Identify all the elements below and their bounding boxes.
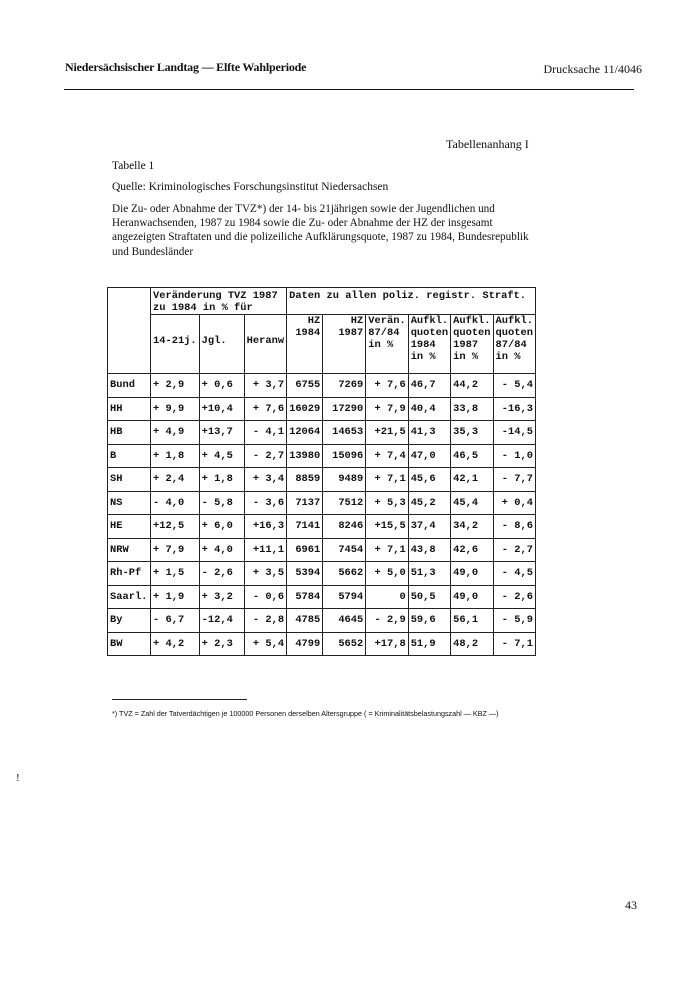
value-cell: + 1,8 bbox=[199, 468, 244, 492]
value-cell: 0 bbox=[366, 585, 408, 609]
value-cell: + 0,6 bbox=[199, 374, 244, 398]
value-cell: 15096 bbox=[323, 444, 366, 468]
value-cell: 7141 bbox=[287, 515, 323, 539]
value-cell: 7454 bbox=[323, 538, 366, 562]
header-right: Drucksache 11/4046 bbox=[543, 62, 642, 76]
value-cell: 34,2 bbox=[451, 515, 493, 539]
value-cell: + 5,4 bbox=[244, 632, 286, 656]
value-cell: +11,1 bbox=[244, 538, 286, 562]
value-cell: 4645 bbox=[323, 609, 366, 633]
value-cell: - 5,9 bbox=[493, 609, 535, 633]
value-cell: + 9,9 bbox=[151, 397, 200, 421]
margin-mark: ! bbox=[16, 772, 20, 784]
row-label-cell: BW bbox=[108, 632, 151, 656]
value-cell: - 8,6 bbox=[493, 515, 535, 539]
value-cell: 5794 bbox=[323, 585, 366, 609]
col-header: HZ 1987 bbox=[323, 315, 366, 374]
row-label-cell: HB bbox=[108, 421, 151, 445]
value-cell: 45,6 bbox=[408, 468, 450, 492]
value-cell: + 6,0 bbox=[199, 515, 244, 539]
value-cell: - 7,1 bbox=[493, 632, 535, 656]
value-cell: +17,8 bbox=[366, 632, 408, 656]
value-cell: - 2,6 bbox=[199, 562, 244, 586]
value-cell: 16029 bbox=[287, 397, 323, 421]
value-cell: - 2,9 bbox=[366, 609, 408, 633]
value-cell: 42,6 bbox=[451, 538, 493, 562]
table-description: Die Zu- oder Abnahme der TVZ*) der 14- bis 21jährigen sowie der Jugendlichen und Heranwachsenden, 1987 zu 1984 sowie die Zu- oder Abnahme der HZ der insgesamt angezeigten Straftaten und die polizeiliche Aufklärungsquote, 1987 zu 1984, Bundesrepublik und Bundesländer bbox=[112, 203, 529, 258]
value-cell: + 7,4 bbox=[366, 444, 408, 468]
value-cell: 14653 bbox=[323, 421, 366, 445]
value-cell: - 5,4 bbox=[493, 374, 535, 398]
value-cell: 7137 bbox=[287, 491, 323, 515]
value-cell: + 7,1 bbox=[366, 468, 408, 492]
row-label-cell: Bund bbox=[108, 374, 151, 398]
page-number: 43 bbox=[625, 898, 637, 912]
value-cell: 8246 bbox=[323, 515, 366, 539]
value-cell: + 2,9 bbox=[151, 374, 200, 398]
value-cell: + 3,7 bbox=[244, 374, 286, 398]
value-cell: 56,1 bbox=[451, 609, 493, 633]
value-cell: 6961 bbox=[287, 538, 323, 562]
row-label-cell: B bbox=[108, 444, 151, 468]
value-cell: +10,4 bbox=[199, 397, 244, 421]
value-cell: - 5,8 bbox=[199, 491, 244, 515]
col-header: Verän. 87/84 in % bbox=[366, 315, 408, 374]
value-cell: + 7,1 bbox=[366, 538, 408, 562]
value-cell: + 4,9 bbox=[151, 421, 200, 445]
value-cell: 45,4 bbox=[451, 491, 493, 515]
value-cell: -16,3 bbox=[493, 397, 535, 421]
col-header: 14-21j. bbox=[151, 315, 200, 374]
table-row bbox=[108, 491, 536, 515]
value-cell: + 1,9 bbox=[151, 585, 200, 609]
value-cell: + 2,3 bbox=[199, 632, 244, 656]
value-cell: - 0,6 bbox=[244, 585, 286, 609]
group-header-straftaten: Daten zu allen poliz. registr. Straft. bbox=[287, 288, 536, 315]
table-row bbox=[108, 538, 536, 562]
value-cell: + 7,9 bbox=[151, 538, 200, 562]
row-label-cell: NRW bbox=[108, 538, 151, 562]
table-header-row-1 bbox=[108, 288, 536, 315]
value-cell: + 7,6 bbox=[244, 397, 286, 421]
value-cell: + 3,5 bbox=[244, 562, 286, 586]
value-cell: 48,2 bbox=[451, 632, 493, 656]
value-cell: 17290 bbox=[323, 397, 366, 421]
group-header-tvz: Veränderung TVZ 1987 zu 1984 in % für bbox=[151, 288, 287, 315]
value-cell: - 6,7 bbox=[151, 609, 200, 633]
value-cell: +15,5 bbox=[366, 515, 408, 539]
value-cell: + 2,4 bbox=[151, 468, 200, 492]
table-header-row-2 bbox=[108, 315, 536, 374]
value-cell: + 7,9 bbox=[366, 397, 408, 421]
header-rule bbox=[64, 89, 634, 90]
row-label-cell: SH bbox=[108, 468, 151, 492]
value-cell: -12,4 bbox=[199, 609, 244, 633]
value-cell: + 3,2 bbox=[199, 585, 244, 609]
value-cell: 9489 bbox=[323, 468, 366, 492]
value-cell: - 4,5 bbox=[493, 562, 535, 586]
value-cell: 4799 bbox=[287, 632, 323, 656]
value-cell: 5662 bbox=[323, 562, 366, 586]
value-cell: 12064 bbox=[287, 421, 323, 445]
header-left: Niedersächsischer Landtag — Elfte Wahlperiode bbox=[65, 60, 307, 74]
value-cell: - 2,6 bbox=[493, 585, 535, 609]
value-cell: 5394 bbox=[287, 562, 323, 586]
value-cell: - 2,7 bbox=[244, 444, 286, 468]
value-cell: + 1,5 bbox=[151, 562, 200, 586]
col-header: Aufkl. quoten 87/84 in % bbox=[493, 315, 535, 374]
appendix-title: Tabellenanhang I bbox=[446, 137, 529, 151]
value-cell: +21,5 bbox=[366, 421, 408, 445]
value-cell: + 5,3 bbox=[366, 491, 408, 515]
value-cell: + 4,0 bbox=[199, 538, 244, 562]
corner-cell bbox=[108, 288, 151, 374]
value-cell: 35,3 bbox=[451, 421, 493, 445]
value-cell: - 4,0 bbox=[151, 491, 200, 515]
value-cell: 8859 bbox=[287, 468, 323, 492]
row-label-cell: By bbox=[108, 609, 151, 633]
footnote: *) TVZ = Zahl der Tatverdächtigen je 100000 Personen derselben Altersgruppe ( = Kriminalitätsbelastungszahl — KBZ —) bbox=[112, 709, 499, 718]
value-cell: 37,4 bbox=[408, 515, 450, 539]
value-cell: 6755 bbox=[287, 374, 323, 398]
source-line: Quelle: Kriminologisches Forschungsinstitut Niedersachsen bbox=[112, 181, 389, 193]
value-cell: - 2,7 bbox=[493, 538, 535, 562]
value-cell: - 3,6 bbox=[244, 491, 286, 515]
value-cell: 41,3 bbox=[408, 421, 450, 445]
table-row bbox=[108, 515, 536, 539]
value-cell: 7512 bbox=[323, 491, 366, 515]
value-cell: 5652 bbox=[323, 632, 366, 656]
value-cell: +13,7 bbox=[199, 421, 244, 445]
data-table bbox=[107, 287, 536, 656]
value-cell: - 4,1 bbox=[244, 421, 286, 445]
value-cell: + 7,6 bbox=[366, 374, 408, 398]
value-cell: + 4,2 bbox=[151, 632, 200, 656]
row-label-cell: Saarl. bbox=[108, 585, 151, 609]
row-label-cell: HE bbox=[108, 515, 151, 539]
value-cell: +16,3 bbox=[244, 515, 286, 539]
value-cell: 33,8 bbox=[451, 397, 493, 421]
value-cell: 51,9 bbox=[408, 632, 450, 656]
value-cell: 49,0 bbox=[451, 585, 493, 609]
value-cell: 5784 bbox=[287, 585, 323, 609]
value-cell: 13980 bbox=[287, 444, 323, 468]
table-row bbox=[108, 562, 536, 586]
table-label: Tabelle 1 bbox=[112, 160, 155, 172]
table-row bbox=[108, 374, 536, 398]
table-row bbox=[108, 632, 536, 656]
col-header: Aufkl. quoten 1987 in % bbox=[451, 315, 493, 374]
row-label-cell: NS bbox=[108, 491, 151, 515]
footnote-rule bbox=[112, 699, 247, 700]
value-cell: +12,5 bbox=[151, 515, 200, 539]
value-cell: 40,4 bbox=[408, 397, 450, 421]
table-row bbox=[108, 468, 536, 492]
value-cell: 46,7 bbox=[408, 374, 450, 398]
value-cell: 47,0 bbox=[408, 444, 450, 468]
table-row bbox=[108, 421, 536, 445]
table-row bbox=[108, 397, 536, 421]
row-label-cell: Rh-Pf bbox=[108, 562, 151, 586]
col-header: Jgl. bbox=[199, 315, 244, 374]
value-cell: 49,0 bbox=[451, 562, 493, 586]
value-cell: 46,5 bbox=[451, 444, 493, 468]
value-cell: + 3,4 bbox=[244, 468, 286, 492]
value-cell: + 5,0 bbox=[366, 562, 408, 586]
col-header: Aufkl. quoten 1984 in % bbox=[408, 315, 450, 374]
value-cell: 59,6 bbox=[408, 609, 450, 633]
value-cell: + 0,4 bbox=[493, 491, 535, 515]
value-cell: - 7,7 bbox=[493, 468, 535, 492]
value-cell: 43,8 bbox=[408, 538, 450, 562]
value-cell: 51,3 bbox=[408, 562, 450, 586]
value-cell: - 2,8 bbox=[244, 609, 286, 633]
table-row bbox=[108, 609, 536, 633]
col-header: Heranw bbox=[244, 315, 286, 374]
row-label-cell: HH bbox=[108, 397, 151, 421]
value-cell: 42,1 bbox=[451, 468, 493, 492]
value-cell: - 1,0 bbox=[493, 444, 535, 468]
value-cell: 44,2 bbox=[451, 374, 493, 398]
value-cell: -14,5 bbox=[493, 421, 535, 445]
col-header: HZ 1984 bbox=[287, 315, 323, 374]
value-cell: 7269 bbox=[323, 374, 366, 398]
value-cell: 45,2 bbox=[408, 491, 450, 515]
value-cell: + 1,8 bbox=[151, 444, 200, 468]
table-row bbox=[108, 585, 536, 609]
table-row bbox=[108, 444, 536, 468]
value-cell: 4785 bbox=[287, 609, 323, 633]
value-cell: + 4,5 bbox=[199, 444, 244, 468]
value-cell: 50,5 bbox=[408, 585, 450, 609]
